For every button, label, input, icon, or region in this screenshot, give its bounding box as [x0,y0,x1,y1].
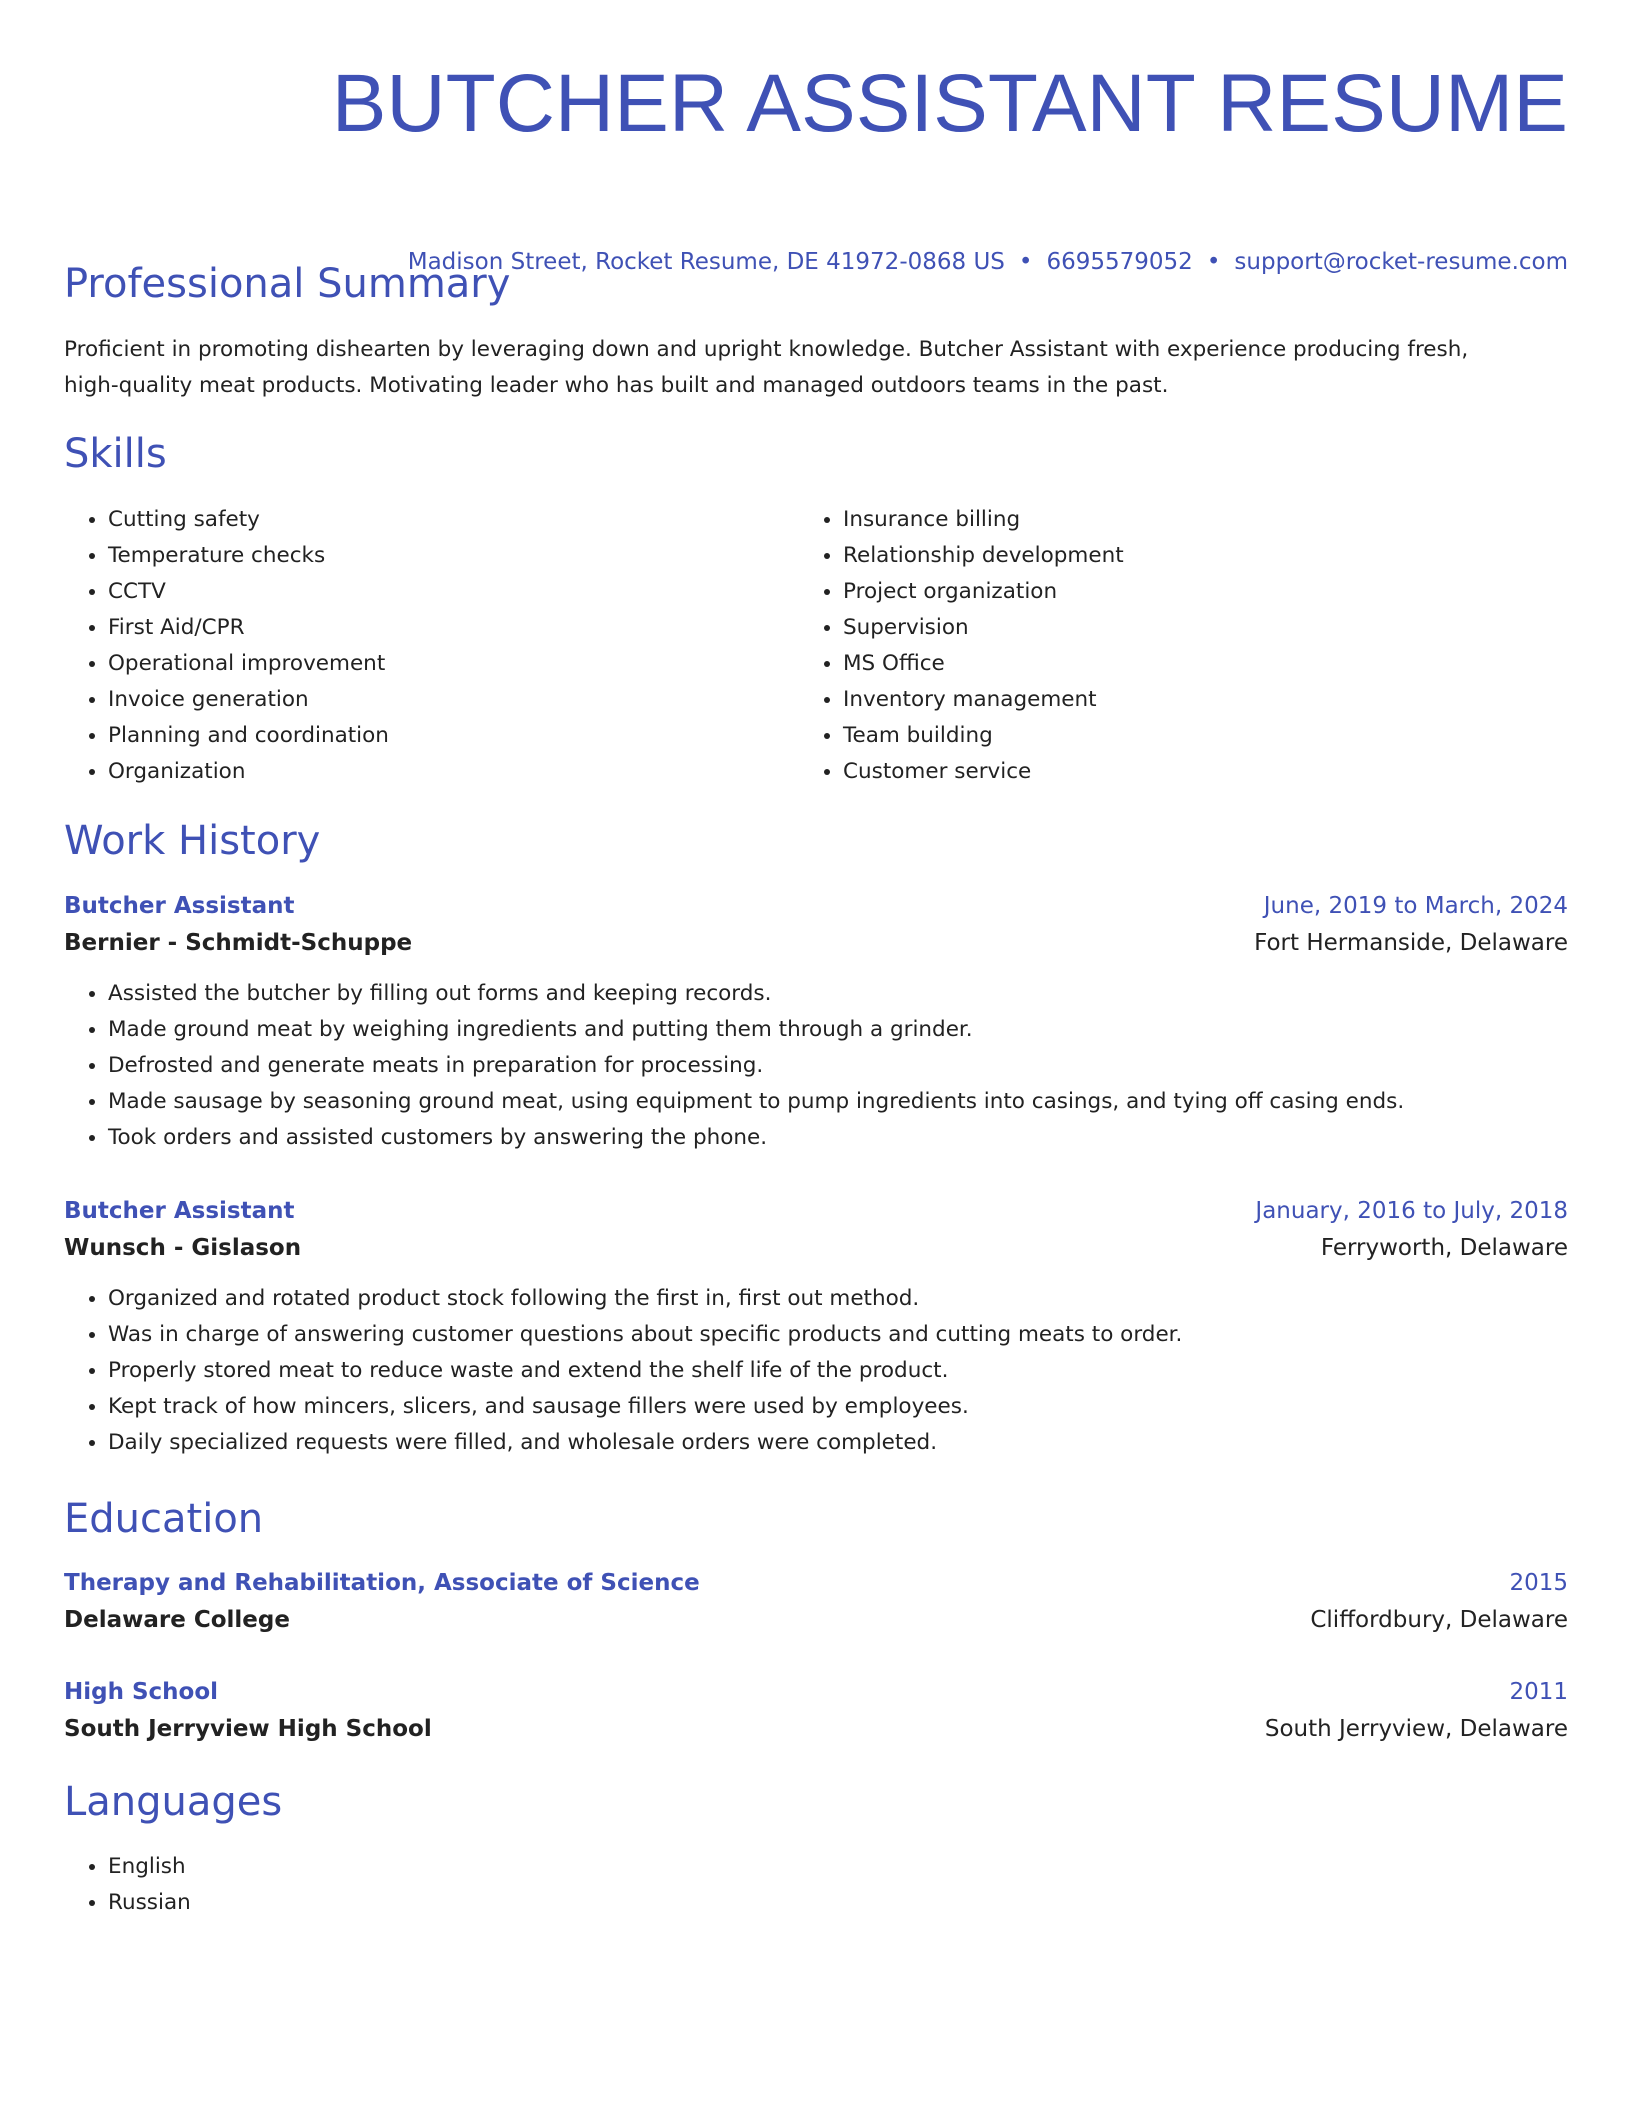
skill-item: • Planning and coordination [108,718,764,754]
contact-separator: • [1206,249,1221,275]
skill-item: • Supervision [843,610,1499,646]
skill-item: • Customer service [843,754,1499,790]
summary-heading: Professional Summary [64,261,511,307]
job-dates: June, 2019 to March, 2024 [1263,893,1568,919]
duty-item: • Kept track of how mincers, slicers, and sausage fillers were used by employees. [108,1389,1568,1425]
skill-item: • Organization [108,754,764,790]
skill-item: • Temperature checks [108,538,764,574]
skill-item: • Insurance billing [843,502,1499,538]
duty-item: • Was in charge of answering customer questions about specific products and cutting meats to order. [108,1317,1568,1353]
school-location: South Jerryview, Delaware [1264,1716,1568,1742]
job-duties [64,1281,1568,1461]
job-dates: January, 2016 to July, 2018 [1255,1198,1568,1224]
company-name: Wunsch - Gislason [64,1235,302,1261]
contact-separator: • [1018,249,1033,275]
skill-item: • First Aid/CPR [108,610,764,646]
duty-item: • Made ground meat by weighing ingredients and putting them through a grinder. [108,1012,1568,1048]
skill-item: • Project organization [843,574,1499,610]
work-entry [64,1193,1568,1461]
contact-line [408,246,1568,278]
language-item: • English [108,1849,1568,1885]
job-location: Fort Hermanside, Delaware [1254,930,1568,956]
degree-name: High School [64,1679,219,1705]
job-title: Butcher Assistant [64,893,295,919]
language-item: • Russian [108,1885,1568,1921]
education-heading: Education [64,1496,264,1542]
work-history-heading: Work History [64,818,321,864]
skill-item: • Invoice generation [108,682,764,718]
education-entry [64,1565,1568,1639]
school-location: Cliffordbury, Delaware [1310,1607,1568,1633]
skill-item: • Team building [843,718,1499,754]
contact-address: Madison Street, Rocket Resume, DE 41972-0868 US [407,249,1005,275]
education-entry [64,1674,1568,1748]
school-name: Delaware College [64,1607,290,1633]
duty-item: • Took orders and assisted customers by answering the phone. [108,1120,1568,1156]
school-name: South Jerryview High School [64,1716,432,1742]
skills-heading: Skills [64,431,167,477]
company-name: Bernier - Schmidt-Schuppe [64,930,413,956]
languages-heading: Languages [64,1779,283,1825]
work-entry [64,888,1568,1156]
skill-item: • Relationship development [843,538,1499,574]
resume-title: BUTCHER ASSISTANT RESUME [331,58,1568,149]
duty-item: • Organized and rotated product stock following the first in, first out method. [108,1281,1568,1317]
skill-item: • MS Office [843,646,1499,682]
languages-list [64,1849,1568,1921]
summary-text: Proficient in promoting dishearten by leveraging down and upright knowledge. Butcher Assistant with experience producing fresh, high-quality meat products. Motivating leader who has built and managed outdoors teams in the past. [64,337,1469,398]
duty-item: • Assisted the butcher by filling out forms and keeping records. [108,976,1568,1012]
skill-item: • Inventory management [843,682,1499,718]
job-location: Ferryworth, Delaware [1320,1235,1568,1261]
duty-item: • Made sausage by seasoning ground meat, using equipment to pump ingredients into casings, and tying off casing ends. [108,1084,1568,1120]
skill-item: • Operational improvement [108,646,764,682]
job-duties [64,976,1568,1156]
duty-item: • Properly stored meat to reduce waste and extend the shelf life of the product. [108,1353,1568,1389]
skills-column-left [64,502,764,790]
skill-item: • Cutting safety [108,502,764,538]
job-title: Butcher Assistant [64,1198,295,1224]
duty-item: • Daily specialized requests were filled, and wholesale orders were completed. [108,1425,1568,1461]
duty-item: • Defrosted and generate meats in preparation for processing. [108,1048,1568,1084]
graduation-year: 2011 [1509,1679,1568,1705]
skill-item: • CCTV [108,574,764,610]
contact-phone: 6695579052 [1046,249,1193,275]
contact-email[interactable]: support@rocket-resume.com [1234,249,1568,275]
skills-column-right [799,502,1499,790]
degree-name: Therapy and Rehabilitation, Associate of Science [64,1570,700,1596]
graduation-year: 2015 [1509,1570,1568,1596]
